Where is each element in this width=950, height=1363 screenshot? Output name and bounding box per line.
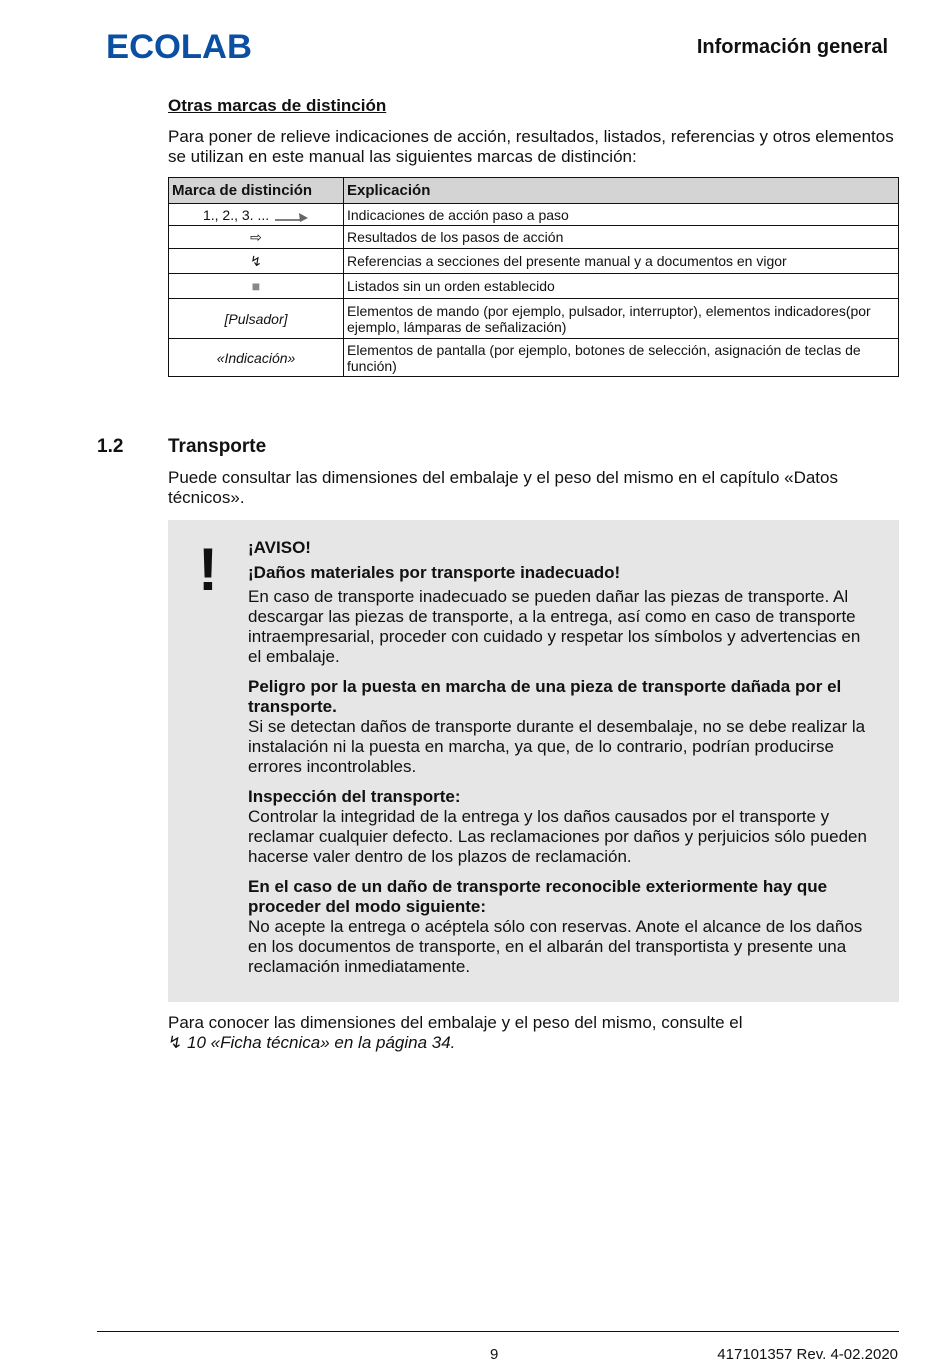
explanation-cell: Elementos de pantalla (por ejemplo, botones de selección, asignación de teclas de función) — [344, 339, 899, 377]
notice-box — [168, 520, 899, 1002]
notice-text: En caso de transporte inadecuado se pueden dañar las piezas de transporte. Al descargar las piezas de transporte, a la entrega, así como en caso de transporte intraempresarial, proceder con cuidado y respetar los símbolos y advertencias en el embalaje. — [248, 587, 861, 666]
section-intro: Puede consultar las dimensiones del embalaje y el peso del mismo en el capítulo «Datos técnicos». — [168, 468, 838, 507]
section-title: Transporte — [168, 436, 267, 457]
step-mark: 1., 2., 3. ... — [202, 206, 270, 223]
distinction-intro: Para poner de relieve indicaciones de acción, resultados, listados, referencias y otros elementos se utilizan en este manual las siguientes marcas de distinción: — [168, 127, 894, 166]
table-row — [169, 204, 899, 226]
page-title: Información general — [696, 36, 888, 58]
result-arrow-icon: ⇨ — [169, 226, 344, 249]
explanation-cell: Indicaciones de acción paso a paso — [344, 204, 899, 226]
notice-subheading: Peligro por la puesta en marcha de una pieza de transporte dañada por el transporte. — [248, 677, 842, 716]
table-row — [169, 226, 899, 249]
document-reference: 417101357 Rev. 4-02.2020 — [717, 1346, 898, 1363]
col-header-explanation: Explicación — [344, 178, 899, 204]
explanation-cell: Elementos de mando (por ejemplo, pulsador, interruptor), elementos indicadores(por ejemplo, lámparas de señalización) — [344, 299, 899, 339]
notice-text: No acepte la entrega o acéptela sólo con reservas. Anote el alcance de los daños en los documentos de transporte, en el albarán del transportista y presente una reclamación inmediatamente. — [248, 917, 863, 976]
notice-subheading: Inspección del transporte: — [248, 787, 461, 806]
ecolab-logo — [106, 28, 256, 64]
notice-label: ¡AVISO! — [248, 538, 311, 557]
explanation-cell: Referencias a secciones del presente manual y a documentos en vigor — [344, 249, 899, 274]
explanation-cell: Resultados de los pasos de acción — [344, 226, 899, 249]
exclamation-icon: ! — [198, 536, 218, 603]
page-number: 9 — [490, 1346, 499, 1363]
ecolab-logo-icon — [106, 28, 256, 64]
step-arrow-icon — [273, 210, 309, 222]
table-row — [169, 339, 899, 377]
explanation-cell: Listados sin un orden establecido — [344, 274, 899, 299]
reference-hand-icon: ↯ — [168, 1033, 183, 1052]
col-header-mark: Marca de distinción — [169, 178, 344, 204]
notice-body — [248, 538, 868, 987]
table-row — [169, 249, 899, 274]
section-number: 1.2 — [97, 436, 124, 457]
closing-text: Para conocer las dimensiones del embalaje y el peso del mismo, consulte el — [168, 1013, 743, 1032]
closing-paragraph — [168, 1013, 898, 1053]
notice-text: Si se detectan daños de transporte durante el desembalaje, no se debe realizar la instalación ni la puesta en marcha, ya que, de lo contrario, podrían producirse errores incontrolables. — [248, 717, 866, 776]
mark-cell: «Indicación» — [169, 339, 344, 377]
logo-text: ECOLAB — [106, 28, 252, 64]
mark-cell — [169, 204, 344, 226]
notice-headline: ¡Daños materiales por transporte inadecuado! — [248, 563, 621, 582]
table-row — [169, 299, 899, 339]
notice-text: Controlar la integridad de la entrega y los daños causados por el transporte y reclamar cualquier defecto. Las reclamaciones por daños y perjuicios sólo pueden hacerse valer dentro de los plazos de reclamación. — [248, 807, 867, 866]
footer-divider — [97, 1331, 899, 1332]
list-square-icon: ■ — [169, 274, 344, 299]
distinction-table — [168, 177, 899, 377]
page-reference-link[interactable]: 10 «Ficha técnica» en la página 34. — [186, 1033, 456, 1052]
distinction-heading: Otras marcas de distinción — [168, 96, 387, 115]
notice-subheading: En el caso de un daño de transporte reconocible exteriormente hay que proceder del modo siguiente: — [248, 877, 828, 916]
table-row — [169, 274, 899, 299]
reference-hand-icon: ↯ — [169, 249, 344, 274]
mark-cell: [Pulsador] — [169, 299, 344, 339]
